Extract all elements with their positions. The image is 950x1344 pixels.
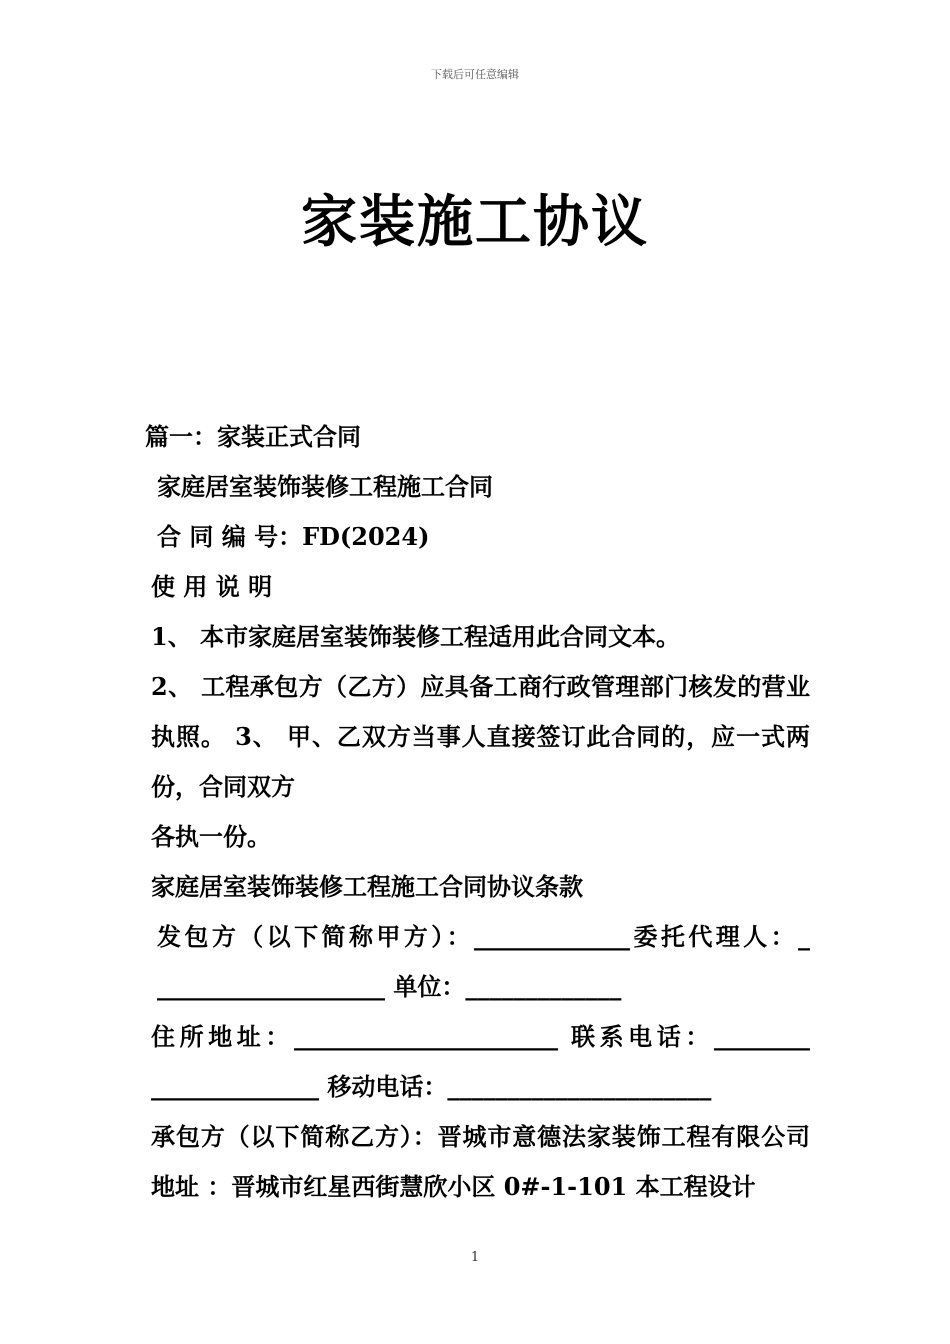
address-fields: 住所地址：______________________ 联系电话：________ ______________ 移动电话：______________________ (151, 1022, 810, 1101)
page-header-note: 下载后可任意编辑 (431, 68, 519, 81)
section-heading: 篇一：家装正式合同 (145, 422, 361, 451)
contract-title: 家庭居室装饰装修工程施工合同 (157, 472, 493, 501)
usage-item-1: 1、 本市家庭居室装饰装修工程适用此合同文本。 (151, 622, 681, 651)
party-b-info: 承包方（以下简称乙方）：晋城市意德法家装饰工程有限公司 地址 ：晋城市红星西街慧欣小区 0#-1-101 本工程设计 (151, 1122, 810, 1201)
usage-heading: 使 用 说 明 (151, 572, 273, 601)
terms-heading: 家庭居室装饰装修工程施工合同协议条款 (151, 872, 583, 901)
usage-item-3-end: 各执一份。 (151, 822, 271, 851)
party-a-fields: 发包方（以下简称甲方）：_____________委托代理人：_ ___________________ 单位：_____________ (157, 922, 810, 1001)
page-number: 1 (470, 1250, 480, 1265)
contract-number: 合 同 编 号：FD(2024) (157, 522, 430, 551)
document-title: 家装施工协议 (301, 189, 649, 255)
document-body (145, 412, 810, 1212)
usage-item-2-3: 2、 工程承包方（乙方）应具备工商行政管理部门核发的营业执照。 3、 甲、乙双方当事人直接签订此合同的，应一式两份，合同双方 (151, 672, 810, 801)
